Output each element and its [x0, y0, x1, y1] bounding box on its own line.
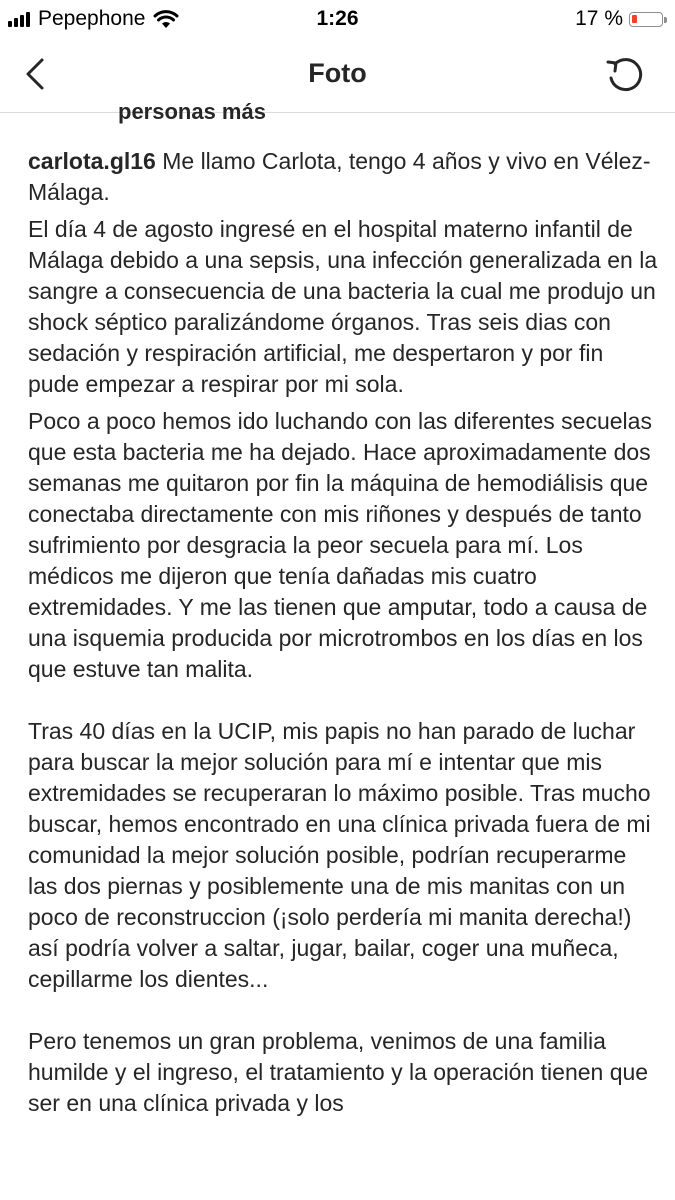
caption-paragraph: Pero tenemos un gran problema, venimos de una familia humilde y el ingreso, el tratamiento y la operación tienen que ser en una clínica privada y los: [28, 1028, 649, 1116]
caption-text: Me llamo Carlota, tengo 4 años y vivo en Vélez-Málaga.: [28, 148, 651, 205]
post-content: [0, 99, 675, 1200]
caption-paragraph: El día 4 de agosto ingresé en el hospital materno infantil de Málaga debido a una sepsis, una infección generalizada en la sangre a consecuencia de una bacteria la cual me produjo un shock séptico paralizándome órganos. Tras seis dias con sedación y respiración artificial, me despertaron y por fin pude empezar a respirar por mi sola.: [28, 216, 658, 397]
status-bar: [0, 0, 675, 40]
caption-paragraph: Tras 40 días en la UCIP, mis papis no han parado de luchar para buscar la mejor solución para mí e intentar que mis extremidades se recuperaran lo máximo posible. Tras mucho buscar, hemos encontrado en una clínica privada fuera de mi comunidad la mejor solución posible, podrían recuperarme las dos piernas y posiblemente una de mis manitas con un poco de reconstruccion (¡solo perdería mi manita derecha!) así podría volver a saltar, jugar, bailar, coger una muñeca, cepillarme los dientes...: [28, 718, 651, 992]
clipped-text: personas más: [118, 99, 266, 124]
page-title: Foto: [308, 58, 367, 88]
navigation-bar: [0, 40, 675, 113]
battery-level: [632, 15, 637, 23]
caption-paragraph: [28, 146, 658, 208]
post-caption: [28, 146, 658, 1119]
battery-icon: [629, 12, 663, 27]
reload-icon[interactable]: [603, 54, 647, 98]
clock: 1:26: [316, 7, 359, 30]
caption-paragraph: Poco a poco hemos ido luchando con las diferentes secuelas que esta bacteria me ha dejado. Hace aproximadamente dos semanas me quitaron por fin la máquina de hemodiálisis que conectaba directamente con mis riñones y después de tanto sufrimiento por desgracia la peor secuela para mí. Los médicos me dijeron que tenía dañadas mis cuatro extremidades. Y me las tienen que amputar, todo a causa de una isquemia producida por microtrombos en los días en los que estuve tan malita.: [28, 408, 652, 682]
battery-percent: 17 %: [575, 7, 623, 30]
battery-group: [575, 7, 663, 31]
carrier-name: Pepephone: [38, 7, 146, 30]
username-link[interactable]: carlota.gl16: [28, 148, 156, 174]
